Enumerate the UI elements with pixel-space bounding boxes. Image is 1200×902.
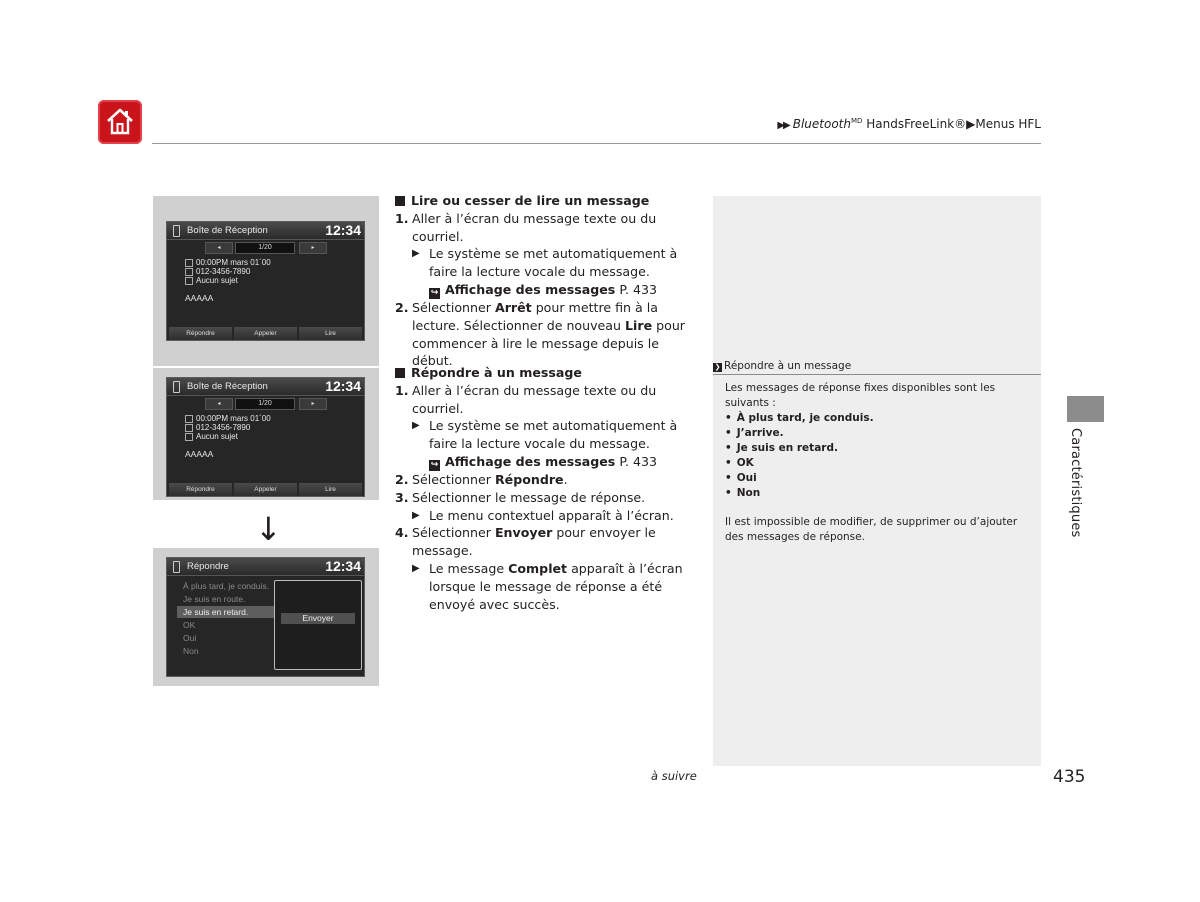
note-bullet: • Non [725, 486, 1035, 501]
note-intro: Les messages de réponse fixes disponibles sont les suivants : [725, 382, 996, 409]
phone-icon [173, 225, 180, 237]
breadcrumb-rest: HandsFreeLink®▶Menus HFL [862, 117, 1041, 131]
home-icon [104, 106, 136, 138]
reply-screen [166, 557, 365, 677]
header-divider [152, 143, 1041, 144]
message-sender-text: 012-3456-7890 [196, 267, 251, 276]
step-text: Aller à l’écran du message texte ou du courriel. [412, 382, 657, 416]
message-sender [185, 423, 250, 432]
phone-icon [173, 561, 180, 573]
note-title [713, 360, 1041, 375]
step-3-note [395, 507, 695, 525]
step-text: . [563, 471, 568, 487]
step-1 [395, 382, 695, 418]
screen-clock: 12:34 [325, 558, 361, 574]
screenshot-frame-2 [153, 368, 379, 500]
chapter-label [1060, 428, 1090, 538]
section-read-message [395, 192, 695, 370]
message-body: AAAAA [185, 449, 214, 459]
send-button[interactable]: Envoyer [281, 613, 355, 624]
reference-title: Affichage des messages [445, 281, 616, 297]
reference-arrow-icon: ↪ [430, 287, 439, 298]
note-spacer [725, 501, 1035, 515]
triangle-bullet-icon: ▶ [412, 248, 420, 260]
screen-title: Boîte de Réception [187, 381, 268, 392]
section-heading-text: Répondre à un message [411, 365, 582, 380]
subject-icon [185, 433, 193, 441]
screen-titlebar [167, 378, 364, 396]
screen-title: Répondre [187, 561, 229, 572]
step-3 [395, 489, 695, 507]
message-counter: 1/20 [235, 242, 295, 254]
phone-icon [173, 381, 180, 393]
step-4-note [395, 560, 695, 613]
section-heading [395, 192, 695, 210]
call-softkey[interactable]: Appeler [234, 327, 297, 340]
screen-titlebar [167, 222, 364, 240]
step-number: 1. [395, 210, 409, 226]
prev-message-button[interactable]: ◂ [205, 242, 233, 254]
inbox-screen-2 [166, 377, 365, 497]
screen-footer [167, 483, 364, 496]
note-text: apparaît à l’écran lorsque le message de réponse a été envoyé avec succès. [429, 560, 683, 612]
step-1-note [395, 245, 695, 281]
cross-reference[interactable] [395, 453, 695, 471]
message-subject [185, 432, 238, 441]
read-softkey[interactable]: Lire [299, 327, 362, 340]
message-sender-text: 012-3456-7890 [196, 423, 251, 432]
message-counter: 1/20 [235, 398, 295, 410]
breadcrumb [777, 117, 1041, 131]
contact-icon [185, 268, 193, 276]
note-text: Le message [429, 560, 509, 576]
reply-option[interactable]: Je suis en route. [183, 594, 246, 604]
step-number: 2. [395, 471, 409, 487]
step-number: 3. [395, 489, 409, 505]
stop-label: Arrêt [494, 299, 532, 315]
screen-clock: 12:34 [325, 222, 361, 238]
step-1-note [395, 417, 695, 453]
contact-icon [185, 424, 193, 432]
message-subject-text: Aucun sujet [196, 276, 238, 285]
call-softkey[interactable]: Appeler [234, 483, 297, 496]
chapter-tab[interactable] [1067, 396, 1104, 422]
step-2 [395, 471, 695, 489]
reply-option[interactable]: Non [183, 646, 199, 656]
note-text: Le système se met automatiquement à faire la lecture vocale du message. [429, 418, 678, 452]
reply-softkey[interactable]: Répondre [169, 483, 232, 496]
reference-arrow-icon: ↪ [430, 459, 439, 470]
message-subject-text: Aucun sujet [196, 432, 238, 441]
note-bullet: • Oui [725, 471, 1035, 486]
screen-footer [167, 327, 364, 340]
triangle-bullet-icon: ▶ [412, 420, 420, 432]
message-sender [185, 267, 250, 276]
clock-icon [185, 259, 193, 267]
step-number: 1. [395, 382, 409, 398]
complete-label: Complet [508, 560, 568, 576]
step-text: Sélectionner [412, 525, 495, 541]
step-text: pour commencer à lire le message depuis le début. [412, 317, 685, 369]
reference-title: Affichage des messages [445, 453, 616, 469]
note-footer: Il est impossible de modifier, de supprimer ou d’ajouter des messages de réponse. [725, 516, 1018, 543]
step-text: pour mettre fin à la lecture. Sélectionner de nouveau [412, 299, 658, 333]
step-text: Aller à l’écran du message texte ou du courriel. [412, 210, 657, 244]
note-body [725, 381, 1035, 545]
arrow-down-icon: ↓ [255, 510, 282, 548]
step-text: pour envoyer le message. [412, 525, 656, 559]
breadcrumb-trademark: MD [851, 117, 863, 125]
screen-titlebar [167, 558, 364, 576]
note-text: Le système se met automatiquement à faire la lecture vocale du message. [429, 246, 678, 280]
note-bullet: • OK [725, 456, 1035, 471]
step-number: 4. [395, 525, 409, 541]
square-bullet-icon [395, 368, 405, 378]
step-number: 2. [395, 299, 409, 315]
note-bullet: • À plus tard, je conduis. [725, 411, 1035, 426]
triangle-bullet-icon: ▶ [412, 509, 420, 521]
reply-option[interactable]: Oui [183, 633, 197, 643]
step-4 [395, 524, 695, 560]
cross-reference[interactable] [395, 281, 695, 299]
section-reply-message [395, 364, 695, 613]
subject-icon [185, 277, 193, 285]
read-softkey[interactable]: Lire [299, 483, 362, 496]
reply-option[interactable]: À plus tard, je conduis. [183, 581, 269, 591]
reply-label: Répondre [494, 471, 564, 487]
context-popup [274, 580, 362, 670]
reference-page: P. 433 [615, 453, 657, 469]
note-title-text: Répondre à un message [724, 360, 852, 372]
note-bullet: • Je suis en retard. [725, 441, 1035, 456]
continued-label: à suivre [651, 769, 697, 783]
send-label: Envoyer [494, 525, 553, 541]
next-message-button[interactable]: ▸ [299, 398, 327, 410]
reply-softkey[interactable]: Répondre [169, 327, 232, 340]
inbox-screen-1 [166, 221, 365, 341]
square-bullet-icon [395, 196, 405, 206]
message-body: AAAAA [185, 293, 214, 303]
screenshot-frame-1 [153, 196, 379, 366]
breadcrumb-arrows: ▶▶ [777, 120, 789, 131]
reply-option-selected[interactable]: Je suis en retard. [177, 606, 279, 618]
page-number: 435 [1053, 767, 1086, 787]
step-text: Sélectionner [412, 471, 495, 487]
clock-icon [185, 415, 193, 423]
step-text: Sélectionner le message de réponse. [412, 489, 646, 505]
read-label: Lire [625, 317, 653, 333]
next-message-button[interactable]: ▸ [299, 242, 327, 254]
triangle-bullet-icon: ▶ [412, 562, 420, 574]
breadcrumb-bluetooth: Bluetooth [792, 117, 851, 131]
section-heading-text: Lire ou cesser de lire un message [411, 193, 650, 208]
message-time-text: 00:00PM mars 01´00 [196, 414, 271, 423]
screen-clock: 12:34 [325, 378, 361, 394]
section-heading [395, 364, 695, 382]
step-text: Sélectionner [412, 299, 495, 315]
message-subject [185, 276, 238, 285]
note-bullet: • J’arrive. [725, 426, 1035, 441]
screen-title: Boîte de Réception [187, 225, 268, 236]
home-button[interactable] [98, 100, 142, 144]
note-marker-icon: ❯ [714, 363, 721, 371]
note-text: Le menu contextuel apparaît à l’écran. [429, 507, 674, 523]
prev-message-button[interactable]: ◂ [205, 398, 233, 410]
reference-page: P. 433 [615, 281, 657, 297]
screenshot-frame-3 [153, 548, 379, 686]
message-time [185, 258, 271, 267]
message-time [185, 414, 271, 423]
reply-option[interactable]: OK [183, 620, 196, 630]
step-2 [395, 299, 695, 370]
step-1 [395, 210, 695, 246]
message-time-text: 00:00PM mars 01´00 [196, 258, 271, 267]
chapter-label-text: Caractéristiques [1068, 428, 1083, 538]
